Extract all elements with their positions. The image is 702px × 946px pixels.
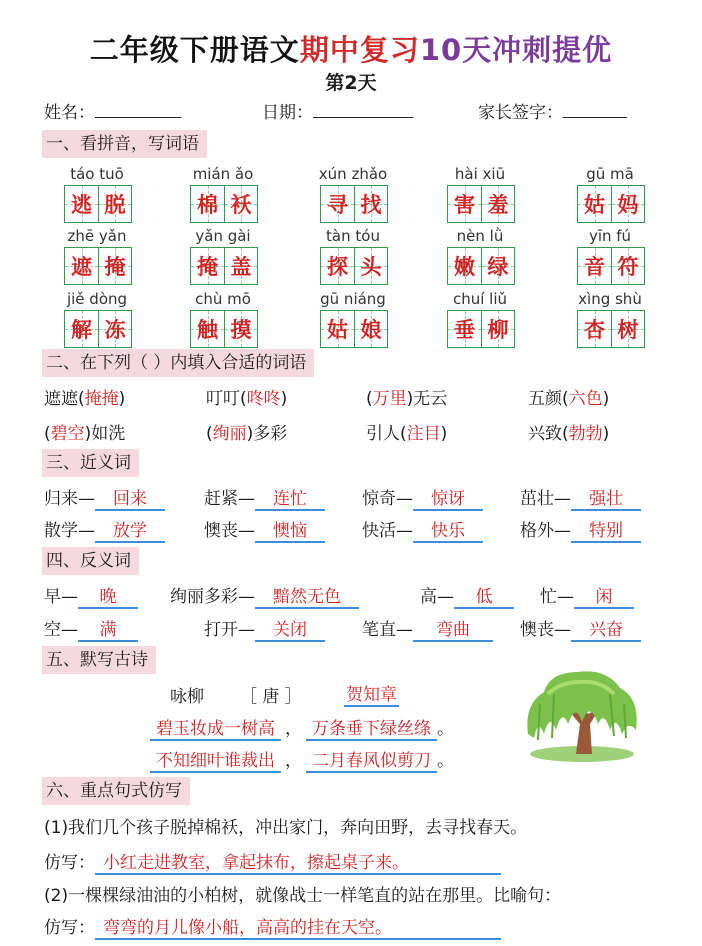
answer-char: 树 xyxy=(617,318,639,342)
imitate-label: 仿写： xyxy=(44,853,95,873)
pinyin-label: jiě dòng xyxy=(66,290,128,308)
fill-item: 五颜(六色) xyxy=(528,389,610,409)
writing-box xyxy=(577,185,645,223)
answer-char: 冻 xyxy=(104,318,126,342)
title-review: 期中复习 xyxy=(299,33,420,67)
pinyin-label: zhē yǎn xyxy=(67,227,127,245)
synonym-item: 茁壮— 强壮 xyxy=(520,484,641,511)
day-subtitle: 第2天 xyxy=(325,72,377,94)
grid-cell xyxy=(354,186,387,222)
answer-char: 姑 xyxy=(584,193,605,217)
section-6-heading: 六、重点句式仿写 xyxy=(42,777,190,805)
fill-item: (碧空)如洗 xyxy=(44,424,126,444)
date-field[interactable] xyxy=(262,98,413,123)
sign-label: 家长签字： xyxy=(478,103,563,123)
answer-char: 掩 xyxy=(104,255,126,279)
writing-box xyxy=(447,310,515,348)
answer-char: 触 xyxy=(197,318,218,342)
answer: 快乐 xyxy=(413,516,483,543)
title-grade: 二年级下册语文 xyxy=(89,33,300,67)
antonym-item: 笔直— 弯曲 xyxy=(362,615,493,642)
pinyin-label: gū niáng xyxy=(320,290,386,308)
name-blank[interactable] xyxy=(95,101,181,118)
antonym-item: 绚丽多彩— 黯然无色 xyxy=(170,582,359,609)
answer: 满 xyxy=(78,615,138,642)
grid-cell xyxy=(611,311,644,347)
answer: 惊讶 xyxy=(413,484,483,511)
pinyin-label: hài xiū xyxy=(454,165,506,183)
title-sprint: 10天冲刺提优 xyxy=(419,33,613,67)
answer-1-row xyxy=(44,848,501,875)
answer: 关闭 xyxy=(255,615,325,642)
writing-box xyxy=(190,247,258,285)
poem-answer: 碧玉妆成一树高 xyxy=(150,719,281,741)
answer: 碧空 xyxy=(50,424,85,444)
answer: 六色 xyxy=(568,389,603,409)
fill-item: 叮叮(咚咚) xyxy=(206,389,288,409)
answer: 特别 xyxy=(571,516,641,543)
answer-char: 探 xyxy=(327,255,348,279)
answer-char: 符 xyxy=(617,255,639,279)
synonym-item: 赶紧— 连忙 xyxy=(204,484,325,511)
answer-char: 姑 xyxy=(327,318,348,342)
grid-cell xyxy=(191,248,224,284)
section-5-heading: 五、默写古诗 xyxy=(42,646,156,674)
answer-char: 柳 xyxy=(487,318,509,342)
pinyin-label: mián ǎo xyxy=(192,165,254,183)
synonym-item: 格外— 特别 xyxy=(520,516,641,543)
answer: 连忙 xyxy=(255,484,325,511)
name-field[interactable] xyxy=(44,98,181,123)
pinyin-label: nèn lǜ xyxy=(456,227,504,245)
writing-box xyxy=(64,247,132,285)
writing-box xyxy=(577,247,645,285)
answer: 放学 xyxy=(95,516,165,543)
answer-char: 音 xyxy=(584,255,605,279)
grid-cell xyxy=(611,248,644,284)
pinyin-label: xìng shù xyxy=(578,290,642,308)
poem-line-1: 碧玉妆成一树高 ， 万条垂下绿丝绦 。 xyxy=(150,714,454,739)
answer: 弯曲 xyxy=(413,615,493,642)
grid-cell xyxy=(448,186,481,222)
grid-cell xyxy=(224,311,257,347)
answer-char: 嫩 xyxy=(454,255,475,279)
grid-cell xyxy=(448,311,481,347)
answer-2: 弯弯的月儿像小船，高高的挂在天空。 xyxy=(95,913,501,940)
poem-answer: 不知细叶谁裁出 xyxy=(150,751,281,773)
poem-answer: 二月春风似剪刀 xyxy=(306,751,437,773)
answer-char: 逃 xyxy=(71,193,92,217)
grid-cell xyxy=(578,248,611,284)
grid-cell xyxy=(578,311,611,347)
fill-item: 引人(注目) xyxy=(366,424,448,444)
answer-char: 摸 xyxy=(230,318,252,342)
answer-char: 寻 xyxy=(327,193,348,217)
synonym-item: 惊奇— 惊讶 xyxy=(362,484,483,511)
section-3-heading: 三、近义词 xyxy=(42,449,139,477)
writing-box xyxy=(447,185,515,223)
answer-char: 找 xyxy=(360,193,382,217)
answer-char: 棉 xyxy=(197,193,218,217)
writing-box xyxy=(320,247,388,285)
fill-item: 遮遮(掩掩) xyxy=(44,389,126,409)
section-4-heading: 四、反义词 xyxy=(42,547,139,575)
pinyin-label: tàn tóu xyxy=(326,227,380,245)
poem-dynasty: ［ 唐 ］ xyxy=(240,687,302,707)
pinyin-label: chuí liǔ xyxy=(452,290,508,308)
answer-2-row xyxy=(44,913,501,940)
section-2-heading: 二、在下列（ ）内填入合适的词语 xyxy=(42,349,314,377)
answer: 强壮 xyxy=(571,484,641,511)
pinyin-label: chù mō xyxy=(195,290,251,308)
answer-char: 垂 xyxy=(454,318,475,342)
antonym-item: 早— 晚 xyxy=(44,582,138,609)
question-2: (2)一棵棵绿油油的小柏树，就像战士一样笔直的站在那里。比喻句： xyxy=(44,886,562,906)
grid-cell xyxy=(191,186,224,222)
date-label: 日期： xyxy=(262,103,313,123)
answer: 低 xyxy=(454,582,514,609)
poem-author: 贺知章 xyxy=(344,680,399,707)
grid-cell xyxy=(65,248,98,284)
answer-char: 娘 xyxy=(360,318,382,342)
name-label: 姓名： xyxy=(44,103,95,123)
question-1: (1)我们几个孩子脱掉棉袄，冲出家门，奔向田野，去寻找春天。 xyxy=(44,818,528,838)
antonym-item: 忙— 闲 xyxy=(540,582,634,609)
page-title xyxy=(0,28,702,69)
writing-box xyxy=(320,185,388,223)
writing-box xyxy=(190,310,258,348)
answer-char: 羞 xyxy=(487,193,509,217)
grid-cell xyxy=(224,186,257,222)
grid-cell xyxy=(611,186,644,222)
sign-blank[interactable] xyxy=(563,101,627,118)
grid-cell xyxy=(98,186,131,222)
grid-cell xyxy=(578,186,611,222)
grid-cell xyxy=(98,311,131,347)
answer-char: 脱 xyxy=(104,193,126,217)
answer-char: 遮 xyxy=(71,255,92,279)
answer: 黯然无色 xyxy=(255,582,359,609)
writing-box xyxy=(447,247,515,285)
answer: 掩掩 xyxy=(84,389,119,409)
answer-char: 袄 xyxy=(230,193,252,217)
grid-cell xyxy=(354,248,387,284)
answer-char: 解 xyxy=(71,318,92,342)
grid-cell xyxy=(321,311,354,347)
imitate-label: 仿写： xyxy=(44,918,95,938)
synonym-item: 散学— 放学 xyxy=(44,516,165,543)
answer-char: 害 xyxy=(454,193,475,217)
answer: 懊恼 xyxy=(255,516,325,543)
synonym-item: 归来— 回来 xyxy=(44,484,165,511)
grid-cell xyxy=(65,311,98,347)
writing-box xyxy=(190,185,258,223)
answer-1: 小红走进教室，拿起抹布，擦起桌子来。 xyxy=(95,848,501,875)
answer: 回来 xyxy=(95,484,165,511)
pinyin-label: yīn fú xyxy=(588,227,632,245)
pinyin-label: gū mā xyxy=(586,165,634,183)
grid-cell xyxy=(98,248,131,284)
section-1-heading: 一、看拼音，写词语 xyxy=(42,130,207,158)
synonym-item: 快活— 快乐 xyxy=(362,516,483,543)
answer: 兴奋 xyxy=(571,615,641,642)
grid-cell xyxy=(321,248,354,284)
grid-cell xyxy=(65,186,98,222)
fill-item: (万里)无云 xyxy=(366,389,448,409)
poem-answer: 万条垂下绿丝绦 xyxy=(306,719,437,741)
answer-char: 盖 xyxy=(230,255,252,279)
grid-cell xyxy=(224,248,257,284)
answer: 绚丽 xyxy=(212,424,247,444)
date-blank[interactable] xyxy=(313,101,413,118)
answer-char: 头 xyxy=(360,255,382,279)
grid-cell xyxy=(448,248,481,284)
willow-tree-illustration xyxy=(520,664,644,764)
grid-cell xyxy=(191,311,224,347)
answer-char: 掩 xyxy=(197,255,218,279)
grid-cell xyxy=(481,186,514,222)
answer-char: 杏 xyxy=(584,318,605,342)
grid-cell xyxy=(481,248,514,284)
grid-cell xyxy=(354,311,387,347)
answer: 咚咚 xyxy=(246,389,281,409)
writing-box xyxy=(577,310,645,348)
fill-item: (绚丽)多彩 xyxy=(206,424,288,444)
writing-box xyxy=(64,185,132,223)
answer: 万里 xyxy=(372,389,407,409)
poem-title: 咏柳 xyxy=(170,687,204,707)
grid-cell xyxy=(481,311,514,347)
pinyin-label: yǎn gài xyxy=(195,227,251,245)
antonym-item: 高— 低 xyxy=(420,582,514,609)
synonym-item: 懊丧— 懊恼 xyxy=(204,516,325,543)
writing-box xyxy=(320,310,388,348)
answer: 闲 xyxy=(574,582,634,609)
pinyin-label: xún zhǎo xyxy=(318,165,388,183)
pinyin-label: táo tuō xyxy=(70,165,124,183)
antonym-item: 空— 满 xyxy=(44,615,138,642)
answer: 注目 xyxy=(406,424,441,444)
answer-char: 绿 xyxy=(487,255,509,279)
answer: 勃勃 xyxy=(568,424,603,444)
grid-cell xyxy=(321,186,354,222)
answer: 晚 xyxy=(78,582,138,609)
fill-item: 兴致(勃勃) xyxy=(528,424,610,444)
antonym-item: 打开— 关闭 xyxy=(204,615,325,642)
poem-line-2: 不知细叶谁裁出 ， 二月春风似剪刀 。 xyxy=(150,746,454,771)
sign-field[interactable] xyxy=(478,98,627,123)
answer-char: 妈 xyxy=(617,193,639,217)
writing-box xyxy=(64,310,132,348)
antonym-item: 懊丧— 兴奋 xyxy=(520,615,641,642)
